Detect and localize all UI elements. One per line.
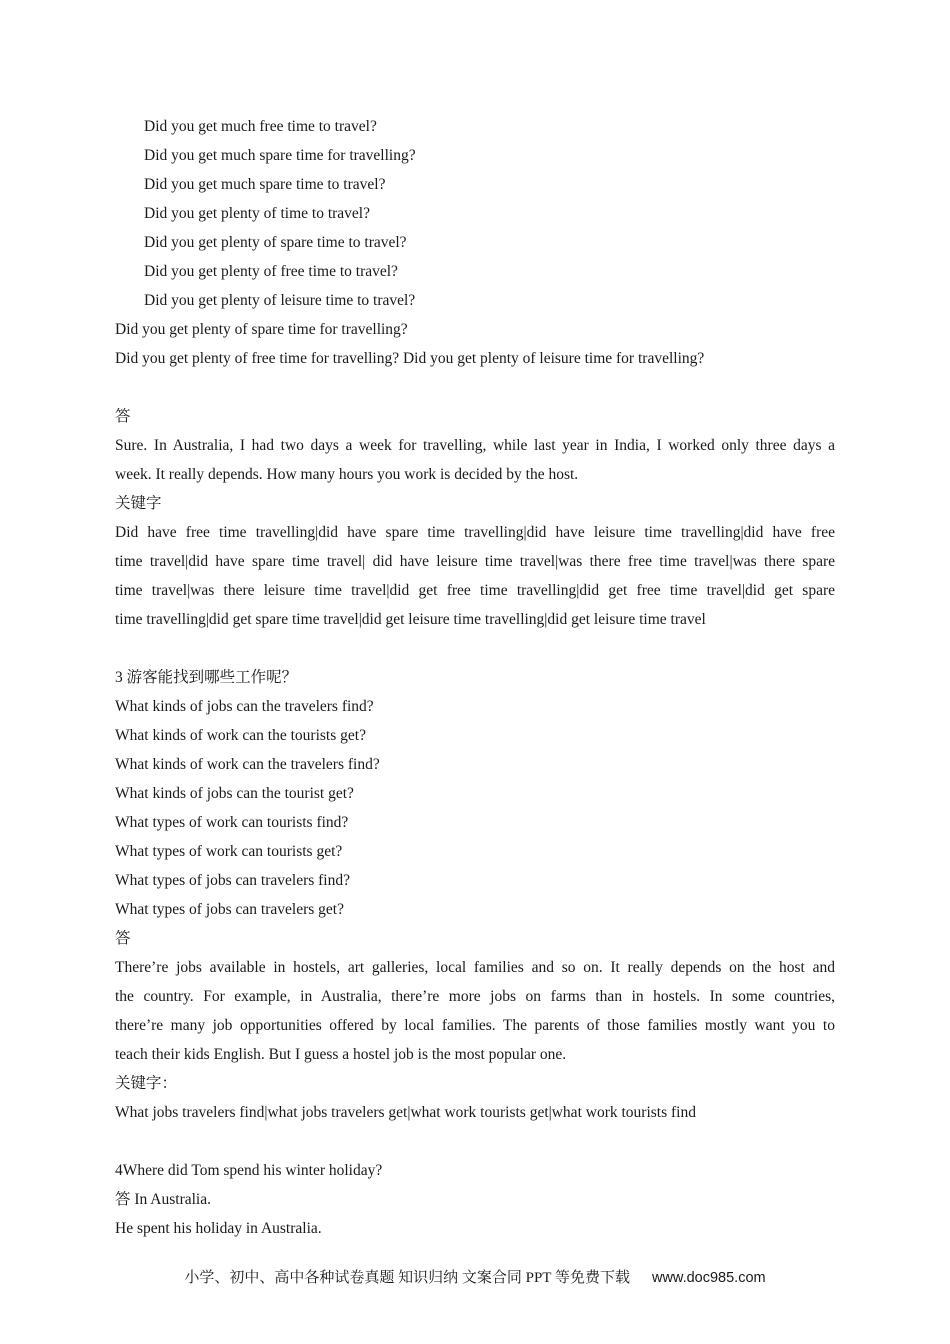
question-variant: What kinds of jobs can the tourist get? <box>115 785 354 802</box>
spacer <box>115 634 835 663</box>
question-variant: What kinds of jobs can the travelers find? <box>115 698 374 715</box>
question-variant: Did you get plenty of spare time to travel? <box>144 234 407 251</box>
answer-line: week. It really depends. How many hours you work is decided by the host. <box>115 466 579 483</box>
answer-line: Sure. In Australia, I had two days a week for travelling, while last year in India, I worked only three days a <box>115 437 835 454</box>
answer-line: there’re many job opportunities offered by local families. The parents of those families mostly want you to <box>115 1017 835 1034</box>
q4-title: 4Where did Tom spend his winter holiday? <box>115 1162 383 1179</box>
question-variant: What kinds of work can the travelers find? <box>115 756 380 773</box>
q2-variants-plain <box>115 315 835 373</box>
keyword-line: time travel|was there leisure time travel|did get free time travelling|did get free time travel|did get spare <box>115 582 835 599</box>
question-variant: Did you get much free time to travel? <box>144 118 377 135</box>
question-variant: What types of jobs can travelers find? <box>115 872 350 889</box>
question-variant: What types of work can tourists get? <box>115 843 343 860</box>
keyword-line: Did have free time travelling|did have spare time travelling|did have leisure time travelling|did have free <box>115 524 835 541</box>
question-variant: Did you get plenty of free time for travelling? Did you get plenty of leisure time for travelling? <box>115 350 705 367</box>
q3-variants <box>115 692 835 924</box>
q2-variants-indented <box>115 112 835 315</box>
document-content <box>115 112 835 1243</box>
keyword-line: time travel|did have spare time travel| did have leisure time travel|was there free time travel|was there spare <box>115 553 835 570</box>
footer-site-link[interactable]: www.doc985.com <box>651 1270 766 1286</box>
answer-line: There’re jobs available in hostels, art galleries, local families and so on. It really depends on the host and <box>115 959 835 976</box>
question-variant: What kinds of work can the tourists get? <box>115 727 366 744</box>
q2-answer-label: 答 <box>115 408 131 425</box>
keyword-line: time travelling|did get spare time travel|did get leisure time travelling|did get leisure time travel <box>115 611 706 628</box>
question-variant: Did you get much spare time for travelling? <box>144 147 416 164</box>
question-variant: Did you get much spare time to travel? <box>144 176 386 193</box>
footer-text: 小学、初中、高中各种试卷真题 知识归纳 文案合同 PPT 等免费下载 <box>184 1270 630 1286</box>
q3-keywords-label: 关键字： <box>115 1075 178 1092</box>
question-variant: Did you get plenty of spare time for travelling? <box>115 321 408 338</box>
q2-keywords <box>115 518 835 634</box>
answer-line: the country. For example, in Australia, there’re more jobs on farms than in hostels. In some countries, <box>115 988 835 1005</box>
q3-answer <box>115 953 835 1069</box>
q3-keywords: What jobs travelers find|what jobs travelers get|what work tourists get|what work tourists find <box>115 1104 696 1121</box>
question-variant: Did you get plenty of time to travel? <box>144 205 370 222</box>
answer-line: teach their kids English. But I guess a hostel job is the most popular one. <box>115 1046 567 1063</box>
question-variant: Did you get plenty of leisure time to travel? <box>144 292 416 309</box>
spacer <box>115 1127 835 1156</box>
question-variant: Did you get plenty of free time to travel? <box>144 263 398 280</box>
q4-answer: 答 In Australia. <box>115 1191 211 1208</box>
q2-keywords-label: 关键字 <box>115 495 162 512</box>
question-variant: What types of work can tourists find? <box>115 814 349 831</box>
q4-followup: He spent his holiday in Australia. <box>115 1220 322 1237</box>
q3-answer-label: 答 <box>115 930 131 947</box>
q2-answer <box>115 431 835 489</box>
question-variant: What types of jobs can travelers get? <box>115 901 344 918</box>
page-footer <box>0 1266 950 1292</box>
q3-title: 3 游客能找到哪些工作呢？ <box>115 669 298 686</box>
spacer <box>115 373 835 402</box>
